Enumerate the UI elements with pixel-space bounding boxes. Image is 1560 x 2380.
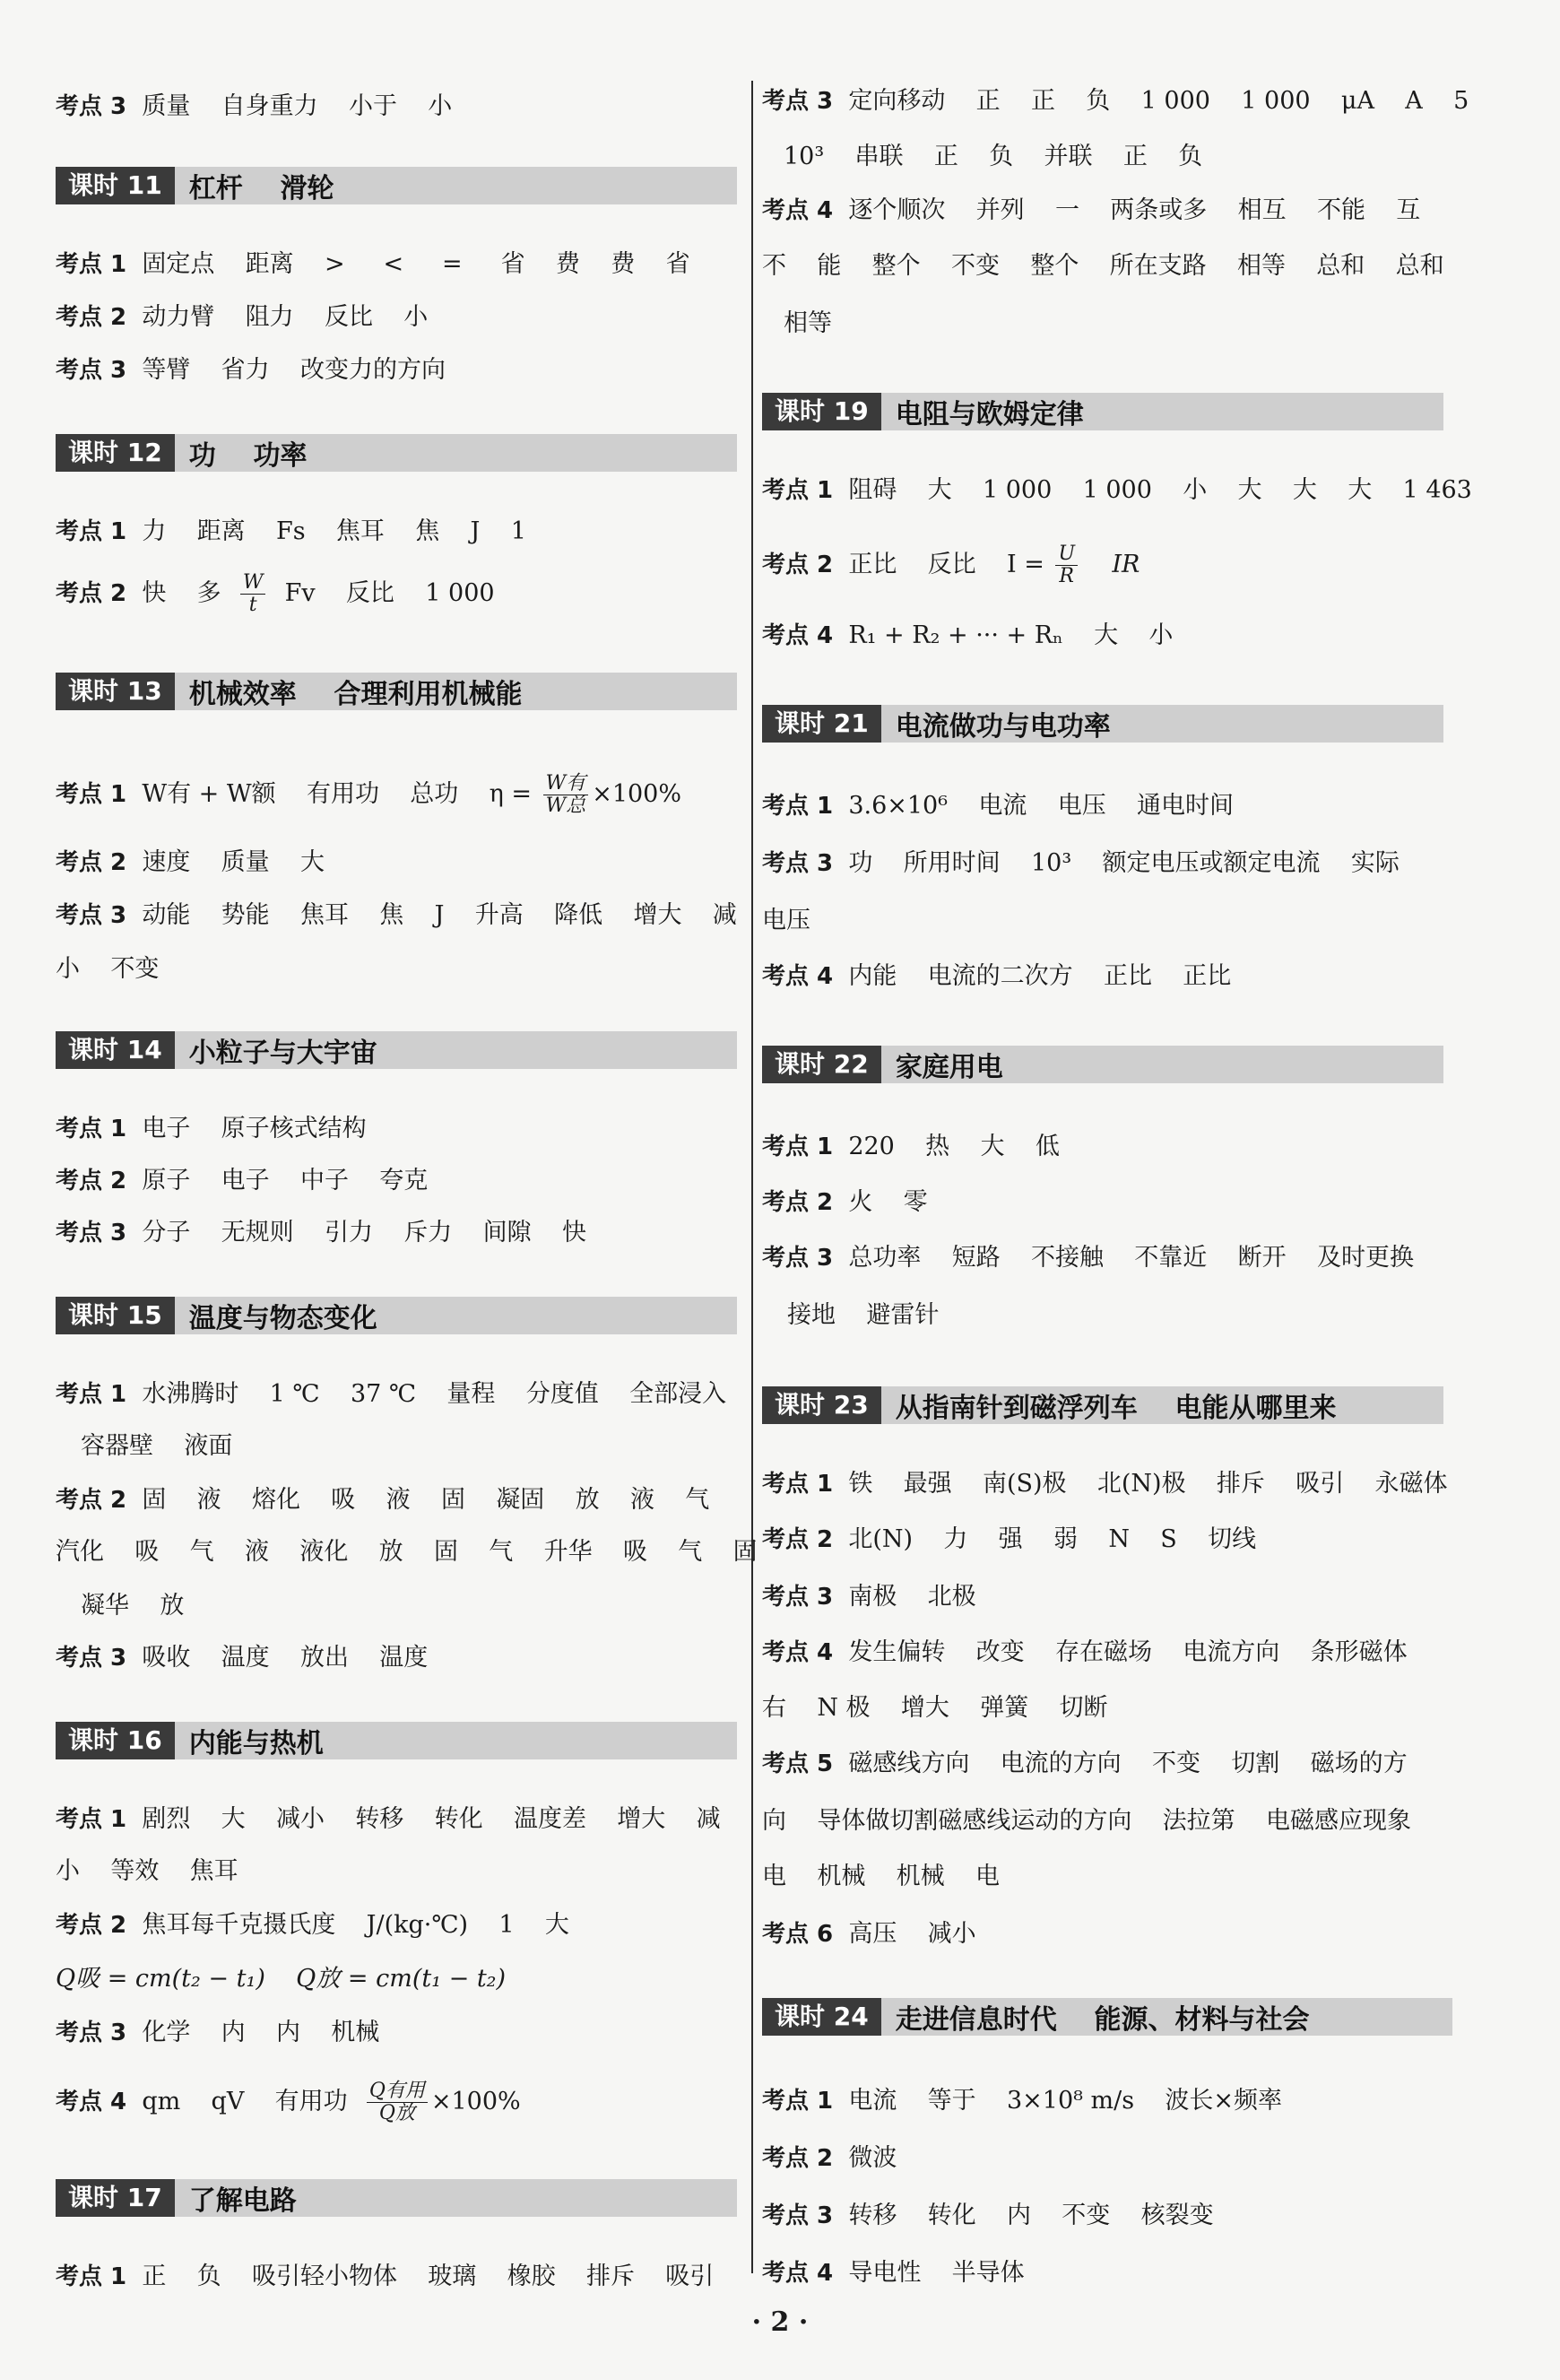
answer-line: 考点 3 定向移动 正 正 负 1 000 1 000 μA A 5 <box>762 87 1469 115</box>
answer-line: 考点 2 固 液 熔化 吸 液 固 凝固 放 液 气 <box>56 1486 710 1514</box>
answer-line: 考点 2 焦耳每千克摄氏度 J/(kg·℃) 1 大 <box>56 1911 569 1939</box>
answer-line: 考点 3 吸收 温度 放出 温度 <box>56 1644 429 1672</box>
answer-line: 考点 3 转移 转化 内 不变 核裂变 <box>762 2202 1214 2229</box>
lesson-title: 了解电路 <box>188 2185 297 2217</box>
fraction: $\frac{\text{W有}}{\text{W总}}$ <box>543 773 589 817</box>
answer-line: 考点 6 高压 减小 <box>762 1920 976 1948</box>
answer-line: 汽化 吸 气 液 液化 放 固 气 升华 吸 气 固 <box>56 1538 758 1566</box>
lesson-header-14 <box>56 1031 737 1069</box>
answer-line: 考点 1 220 热 大 低 <box>762 1133 1060 1160</box>
answer-line: 考点 3 质量 自身重力 小于 小 <box>56 92 453 120</box>
lesson-tag: 课时 19 <box>762 393 881 430</box>
answer-line: 考点 1 水沸腾时 1 ℃ 37 ℃ 量程 分度值 全部浸入 <box>56 1380 727 1408</box>
answer-line: 考点 2 快 多 $\frac{W}{t}$ Fv 反比 1 000 <box>56 571 495 616</box>
answer-line: 考点 3 功 所用时间 10³ 额定电压或额定电流 实际 <box>762 849 1400 877</box>
lesson-title: 走进信息时代 能源、材料与社会 <box>895 2004 1310 2036</box>
answer-line: 考点 2 正比 反比 I = $\frac{U}{R}$ IR <box>762 543 1140 587</box>
answer-line: 考点 1 铁 最强 南(S)极 北(N)极 排斥 吸引 永磁体 <box>762 1470 1448 1498</box>
column-divider <box>751 81 753 2273</box>
answer-line: 考点 3 化学 内 内 机械 <box>56 2019 380 2046</box>
answer-line: 考点 3 分子 无规则 引力 斥力 间隙 快 <box>56 1219 586 1246</box>
lesson-tag: 课时 15 <box>56 1297 175 1334</box>
answer-line: 考点 3 总功率 短路 不接触 不靠近 断开 及时更换 <box>762 1244 1414 1272</box>
fraction: $\frac{\text{Q有用}}{\text{Q放}}$ <box>367 2080 428 2124</box>
answer-line: 考点 1 阻碍 大 1 000 1 000 小 大 大 大 1 463 <box>762 476 1472 504</box>
answer-line: 考点 5 磁感线方向 电流的方向 不变 切割 磁场的方 <box>762 1750 1408 1777</box>
answer-line: 考点 4 R₁ + R₂ + ··· + Rₙ 大 小 <box>762 621 1174 649</box>
lesson-header-17 <box>56 2179 737 2217</box>
answer-line: 10³ 串联 正 负 并联 正 负 <box>784 143 1203 170</box>
page-number: · 2 · <box>751 2306 809 2338</box>
answer-line: 考点 4 发生偏转 改变 存在磁场 电流方向 条形磁体 <box>762 1638 1408 1666</box>
lesson-title: 机械效率 合理利用机械能 <box>188 679 523 710</box>
lesson-title: 小粒子与大宇宙 <box>188 1038 377 1069</box>
lesson-title: 杠杆 滑轮 <box>188 173 334 204</box>
lesson-tag: 课时 24 <box>762 1998 881 2036</box>
answer-line: 右 N 极 增大 弹簧 切断 <box>762 1694 1108 1722</box>
answer-line: 考点 4 导电性 半导体 <box>762 2259 1025 2287</box>
formula-line: Q吸 = cm(t₂ − t₁) Q放 = cm(t₁ − t₂) <box>56 1965 507 1993</box>
answer-line: 小 不变 <box>56 955 160 983</box>
answer-line: 考点 4 逐个顺次 并列 一 两条或多 相互 不能 互 <box>762 196 1421 224</box>
lesson-title: 从指南针到磁浮列车 电能从哪里来 <box>895 1393 1337 1424</box>
answer-line: 考点 1 W有 + W额 有用功 总功 η = $\frac{\text{W有}}{\text{W总}}$ ×100% <box>56 772 682 817</box>
answer-line: 容器壁 液面 <box>81 1432 233 1460</box>
lesson-tag: 课时 22 <box>762 1046 881 1083</box>
lesson-header-24 <box>762 1998 1452 2036</box>
lesson-header-22 <box>762 1046 1443 1083</box>
answer-line: 考点 4 内能 电流的二次方 正比 正比 <box>762 962 1232 990</box>
answer-line: 考点 1 3.6×10⁶ 电流 电压 通电时间 <box>762 792 1235 820</box>
lesson-title: 电流做功与电功率 <box>895 711 1111 743</box>
lesson-header-16 <box>56 1722 737 1759</box>
answer-line: 考点 1 电流 等于 3×10⁸ m/s 波长×频率 <box>762 2087 1283 2115</box>
lesson-tag: 课时 12 <box>56 434 175 472</box>
answer-line: 电压 <box>762 907 810 934</box>
answer-line: 考点 2 微波 <box>762 2144 897 2172</box>
answer-line: 考点 3 南极 北极 <box>762 1583 976 1611</box>
lesson-title: 电阻与欧姆定律 <box>895 399 1084 430</box>
lesson-title: 家庭用电 <box>895 1052 1003 1083</box>
answer-line: 考点 3 等臂 省力 改变力的方向 <box>56 356 446 384</box>
lesson-tag: 课时 21 <box>762 705 881 743</box>
answer-line: 考点 2 速度 质量 大 <box>56 848 325 876</box>
fraction: $\frac{U}{R}$ <box>1055 543 1078 587</box>
fraction: $\frac{W}{t}$ <box>240 572 266 616</box>
answer-line: 向 导体做切割磁感线运动的方向 法拉第 电磁感应现象 <box>762 1807 1411 1835</box>
lesson-header-11 <box>56 167 737 204</box>
answer-line: 相等 <box>784 309 832 337</box>
answer-line: 电 机械 机械 电 <box>762 1863 1000 1890</box>
lesson-header-13 <box>56 673 737 710</box>
answer-line: 考点 1 剧烈 大 减小 转移 转化 温度差 增大 减 <box>56 1805 721 1833</box>
answer-line: 考点 2 动力臂 阻力 反比 小 <box>56 303 429 331</box>
lesson-header-19 <box>762 393 1443 430</box>
lesson-title: 功 功率 <box>188 440 308 472</box>
answer-line: 考点 1 正 负 吸引轻小物体 玻璃 橡胶 排斥 吸引 <box>56 2263 715 2290</box>
lesson-tag: 课时 13 <box>56 673 175 710</box>
lesson-tag: 课时 11 <box>56 167 175 204</box>
answer-line: 考点 1 固定点 距离 > < = 省 费 费 省 <box>56 250 690 278</box>
lesson-tag: 课时 17 <box>56 2179 175 2217</box>
answer-line: 考点 3 动能 势能 焦耳 焦 J 升高 降低 增大 减 <box>56 901 737 929</box>
lesson-header-12 <box>56 434 737 472</box>
answer-line: 考点 4 qm qV 有用功 $\frac{\text{Q有用}}{\text{Q放}}$ ×100% <box>56 2080 521 2124</box>
lesson-title: 内能与热机 <box>188 1728 324 1759</box>
answer-line: 考点 2 火 零 <box>762 1188 928 1216</box>
answer-line: 小 等效 焦耳 <box>56 1857 238 1885</box>
answer-line: 接地 避雷针 <box>787 1301 940 1329</box>
lesson-tag: 课时 14 <box>56 1031 175 1069</box>
answer-line: 考点 2 原子 电子 中子 夸克 <box>56 1167 429 1194</box>
lesson-header-15 <box>56 1297 737 1334</box>
answer-line: 考点 2 北(N) 力 强 弱 N S 切线 <box>762 1525 1257 1553</box>
lesson-tag: 课时 23 <box>762 1386 881 1424</box>
answer-line: 考点 1 电子 原子核式结构 <box>56 1115 367 1142</box>
answer-line: 凝华 放 <box>81 1592 185 1620</box>
lesson-title: 温度与物态变化 <box>188 1303 377 1334</box>
answer-line: 考点 1 力 距离 Fs 焦耳 焦 J 1 <box>56 517 526 545</box>
lesson-header-23 <box>762 1386 1443 1424</box>
lesson-tag: 课时 16 <box>56 1722 175 1759</box>
answer-line: 不 能 整个 不变 整个 所在支路 相等 总和 总和 <box>762 252 1444 280</box>
lesson-header-21 <box>762 705 1443 743</box>
